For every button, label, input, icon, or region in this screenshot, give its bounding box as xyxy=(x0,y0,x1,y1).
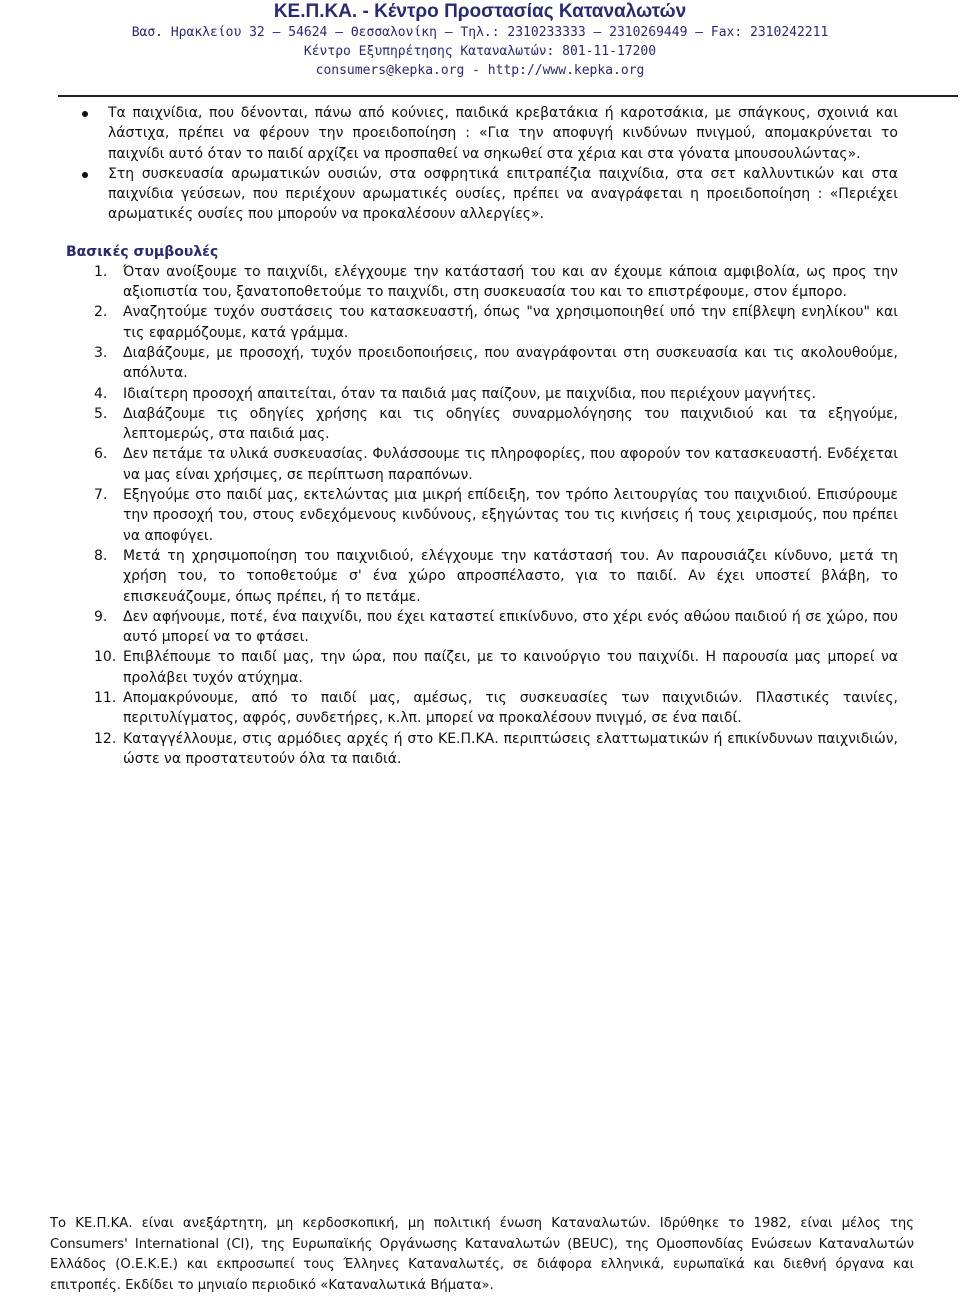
list-item xyxy=(58,546,898,607)
list-item xyxy=(58,729,898,770)
item-text: Επιβλέπουμε το παιδί μας, την ώρα, που παίζει, με το καινούργιο του παιχνίδι. Η παρουσία μας μπορεί να προλάβει τυχόν ατύχημα. xyxy=(123,649,898,686)
service-center-phone: Κέντρο Εξυπηρέτησης Καταναλωτών: 801-11-17200 xyxy=(303,44,657,59)
letterhead xyxy=(0,0,960,80)
list-item xyxy=(58,302,898,343)
list-item xyxy=(58,485,898,546)
item-number: 11. xyxy=(94,690,117,707)
item-number: 2. xyxy=(94,304,108,321)
list-item xyxy=(58,444,898,485)
bullet-item xyxy=(58,164,898,225)
list-item xyxy=(58,262,898,303)
bullet-icon xyxy=(82,172,88,178)
item-number: 7. xyxy=(94,487,108,504)
item-text: Καταγγέλλουμε, στις αρμόδιες αρχές ή στο ΚΕ.Π.ΚΑ. περιπτώσεις ελαττωματικών ή επικίνδυνων παιχνιδιών, ώστε να προστατευτούν όλα τα παιδιά. xyxy=(123,730,898,767)
item-text: Όταν ανοίξουμε το παιχνίδι, ελέγχουμε την κατάστασή του και αν έχουμε κάποια αμφιβολία, ως προς την αξιοπιστία του, ξανατοποθετούμε το παιχνίδι, στη συσκευασία του και το επιστρέφουμε, στον έμπορο. xyxy=(123,263,898,301)
item-text: Διαβάζουμε τις οδηγίες χρήσης και τις οδηγίες συναρμολόγησης του παιχνιδιού και τα εξηγούμε, λεπτομερώς, στα παιδιά μας. xyxy=(123,405,898,443)
item-number: 8. xyxy=(94,547,108,564)
list-item xyxy=(58,607,898,648)
item-number: 3. xyxy=(94,344,108,361)
contact-line: consumers@kepka.org - http://www.kepka.org xyxy=(315,63,645,78)
organization-address: Βασ. Ηρακλείου 32 – 54624 – Θεσσαλονίκη – Τηλ.: 2310233333 – 2310269449 – Fax: 2310242211 xyxy=(131,25,829,40)
list-item xyxy=(58,343,898,384)
item-number: 10. xyxy=(94,649,117,666)
item-text: Αναζητούμε τυχόν συστάσεις του κατασκευαστή, όπως "να χρησιμοποιηθεί υπό την επίβλεψη ενηλίκου" και τις εφαρμόζουμε, κατά γράμμα. xyxy=(123,304,898,341)
item-text: Ιδιαίτερη προσοχή απαιτείται, όταν τα παιδιά μας παίζουν, με παιχνίδια, που περιέχουν μαγνήτες. xyxy=(123,385,817,402)
list-item xyxy=(58,384,898,404)
header-divider xyxy=(58,95,958,97)
bullet-text: Τα παιχνίδια, που δένονται, πάνω από κούνιες, παιδικά κρεβατάκια ή καροτσάκια, με σπάγκους, σχοινιά και λάστιχα, πρέπει να φέρουν την προειδοποίηση : «Για την αποφυγή κινδύνων πνιγμού, απομακρύνεται το παιχνίδι αυτό όταν το παιδί αρχίζει να προσπαθεί να σηκωθεί στα χέρια και στα γόνατα μπουσουλώντας». xyxy=(108,105,898,162)
item-text: Απομακρύνουμε, από το παιδί μας, αμέσως, τις συσκευασίες των παιχνιδιών. Πλαστικές ταινίες, περιτυλίγματος, αφρός, συνδετήρες, κ.λπ. μπορεί να προκαλέσουν πνιγμό, σε ένα παιδί. xyxy=(123,690,898,727)
footer-note: Το ΚΕ.Π.ΚΑ. είναι ανεξάρτητη, μη κερδοσκοπική, μη πολιτική ένωση Καταναλωτών. Ιδρύθηκε το 1982, είναι μέλος της Consumers' International (CI), της Ευρωπαϊκής Οργάνωσης Καταναλωτών (BEUC), της Ομοσπονδίας Ενώσεων Καταναλωτών Ελλάδος (Ο.Ε.Κ.Ε.) και εκπροσωπεί τους Έλληνες Καταναλωτές, σε διάφορα ελληνικά, ευρωπαϊκά και διεθνή όργανα και επιτροπές. Εκδίδει το μηνιαίο περιοδικό «Καταναλωτικά Βήματα». xyxy=(50,1216,914,1293)
item-text: Δεν αφήνουμε, ποτέ, ένα παιχνίδι, που έχει καταστεί επικίνδυνο, στο χέρι ενός αθώου παιδιού ή σε χώρο, που αυτό μπορεί να το φτάσει. xyxy=(123,608,898,646)
item-text: Διαβάζουμε, με προσοχή, τυχόν προειδοποιήσεις, που αναγράφονται στη συσκευασία και τις ακολουθούμε, απόλυτα. xyxy=(123,344,898,382)
item-number: 4. xyxy=(94,385,108,402)
bullet-item xyxy=(58,103,898,164)
list-item xyxy=(58,404,898,445)
list-item xyxy=(58,688,898,729)
item-text: Εξηγούμε στο παιδί μας, εκτελώντας μια μικρή επίδειξη, τον τρόπο λειτουργίας του παιχνιδιού. Επισύρουμε την προσοχή του, στους ενδεχόμενους κινδύνους, εξηγώντας του τις κινήσεις ή τους χειρισμούς, που πρέπει να αποφύγει. xyxy=(123,487,898,544)
item-number: 9. xyxy=(94,608,108,625)
document-body xyxy=(58,103,898,769)
bullet-icon xyxy=(82,111,88,117)
organization-title: ΚΕ.Π.ΚΑ. - Κέντρο Προστασίας Καταναλωτών xyxy=(273,1,687,22)
item-text: Δεν πετάμε τα υλικά συσκευασίας. Φυλάσσουμε τις πληροφορίες, που αφορούν τον κατασκευαστή. Ενδέχεται να μας είναι χρήσιμες, σε περίπτωση παραπόνων. xyxy=(123,446,898,483)
item-text: Μετά τη χρησιμοποίηση του παιχνιδιού, ελέγχουμε την κατάστασή του. Αν παρουσιάζει κίνδυνο, μετά τη χρήση του, το τοποθετούμε σ' ένα χώρο απροσπέλαστο, για το παιδί. Αν έχει υποστεί βλάβη, το επισκευάζουμε, όπως πρέπει, ή το πετάμε. xyxy=(123,547,898,605)
item-number: 1. xyxy=(94,263,108,280)
item-number: 5. xyxy=(94,405,108,422)
item-number: 12. xyxy=(94,730,117,747)
list-item xyxy=(58,647,898,688)
section-title: Βασικές συμβουλές xyxy=(66,243,219,260)
item-number: 6. xyxy=(94,446,108,463)
bullet-text: Στη συσκευασία αρωματικών ουσιών, στα οσφρητικά επιτραπέζια παιχνίδια, στα σετ καλλυντικών και στα παιχνίδια γεύσεων, που περιέχουν αρωματικές ουσίες, πρέπει να αναγράφεται η προειδοποίηση : «Περιέχει αρωματικές ουσίες που μπορούν να προκαλέσουν αλλεργίες». xyxy=(108,165,898,223)
